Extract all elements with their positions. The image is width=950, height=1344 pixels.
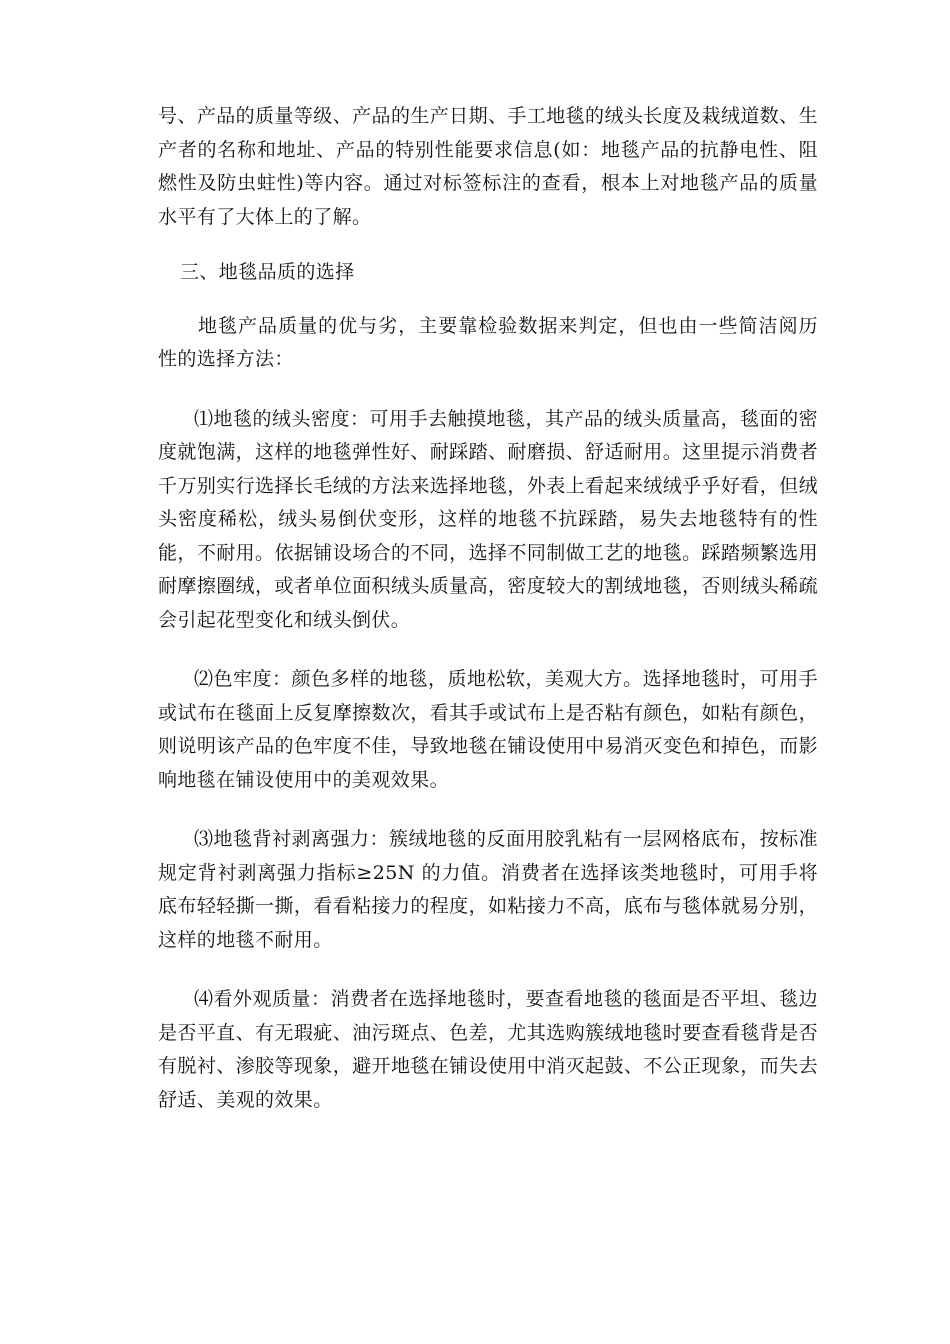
intro-paragraph: 号、产品的质量等级、产品的生产日期、手工地毯的绒头长度及栽绒道数、生产者的名称和地址、产品的特别性能要求信息(如：地毯产品的抗静电性、阻燃性及防虫蛀性)等内容。通过对标签标注的查看，根本上对地毯产品的质量水平有了大体上的了解。	[158, 105, 818, 228]
item-4-paragraph: ⑷看外观质量：消费者在选择地毯时，要查看地毯的毯面是否平坦、毯边是否平直、有无瑕疵、油污斑点、色差，尤其选购簇绒地毯时要查看毯背是否有脱衬、渗胶等现象，避开地毯在铺设使用中消灭起鼓、不公正现象，而失去舒适、美观的效果。	[158, 988, 818, 1111]
item-3-paragraph: ⑶地毯背衬剥离强力：簇绒地毯的反面用胶乳粘有一层网格底布，按标准规定背衬剥离强力指标≥25N 的力值。消费者在选择该类地毯时，可用手将底布轻轻撕一撕，看看粘接力的程度，如粘接力不高，底布与毯体就易分别，这样的地毯不耐用。	[158, 828, 818, 951]
section-intro-paragraph: 地毯产品质量的优与劣，主要靠检验数据来判定，但也由一些简洁阅历性的选择方法：	[158, 314, 818, 370]
document-body	[158, 100, 818, 1143]
item-2-paragraph: ⑵色牢度：颜色多样的地毯，质地松软，美观大方。选择地毯时，可用手或试布在毯面上反复摩擦数次，看其手或试布上是否粘有颜色，如粘有颜色， 则说明该产品的色牢度不佳，导致地毯在铺设使用中易消灭变色和掉色，而影响地毯在铺设使用中的美观效果。	[158, 668, 818, 791]
item-1-paragraph: ⑴地毯的绒头密度：可用手去触摸地毯，其产品的绒头质量高，毯面的密度就饱满，这样的地毯弹性好、耐踩踏、耐磨损、舒适耐用。这里提示消费者千万别实行选择长毛绒的方法来选择地毯，外表上看起来绒绒乎乎好看，但绒头密度稀松，绒头易倒伏变形，这样的地毯不抗踩踏，易失去地毯特有的性能，不耐用。依据铺设场合的不同，选择不同制做工艺的地毯。踩踏频繁选用耐摩擦圈绒，或者单位面积绒头质量高，密度较大的割绒地毯，否则绒头稀疏会引起花型变化和绒头倒伏。	[158, 407, 818, 631]
section-heading: 三、地毯品质的选择	[180, 261, 355, 283]
